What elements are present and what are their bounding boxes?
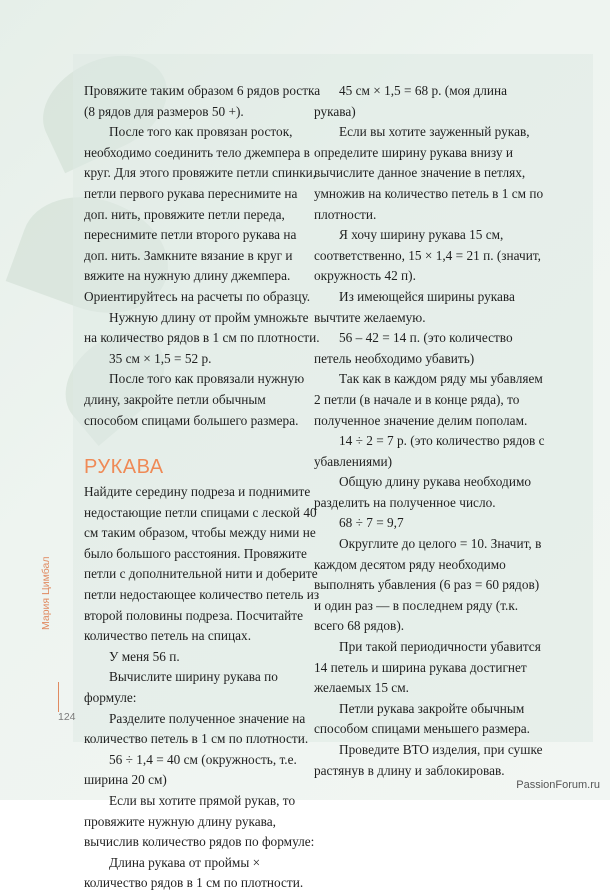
paragraph: Если вы хотите зауженный рукав, определите ширину рукава внизу и вычислите данное значение в петлях, умножив на количество петель в 1 см по плотности.	[314, 124, 544, 222]
paragraph: При такой периодичности убавится 14 петель и ширина рукава достигнет желаемых 15 см.	[314, 639, 541, 696]
paragraph: 56 – 42 = 14 п. (это количество петель необходимо убавить)	[314, 330, 513, 366]
paragraph: Длина рукава от проймы × количество рядов в 1 см по плотности.	[84, 854, 304, 891]
paragraph: 35 см × 1,5 = 52 р.	[109, 350, 212, 366]
divider	[58, 682, 59, 712]
paragraph: 45 см × 1,5 = 68 р. (моя длина рукава)	[314, 83, 507, 119]
paragraph: Разделите полученное значение на количество петель в 1 см по плотности.	[84, 710, 309, 747]
paragraph: Если вы хотите прямой рукав, то провяжите нужную длину рукава, вычислив количество рядов по формуле:	[84, 793, 315, 850]
paragraph: Провяжите таким образом 6 рядов ростка (8 рядов для размеров 50 +).	[84, 83, 321, 119]
paragraph: Найдите середину подреза и поднимите недостающие петли спицами с леской 40 см таким образом, чтобы между ними не было большого расстояния. Провяжите петли с дополнительной нити и доберите петли недостающее количество петель из второй половины подреза. Посчитайте количество петель на спицах.	[84, 484, 320, 644]
paragraph: 56 ÷ 1,4 = 40 см (окружность, т.е. ширина 20 см)	[84, 751, 297, 788]
paragraph: Из имеющейся ширины рукава вычтите желаемую.	[314, 288, 515, 325]
paragraph: У меня 56 п.	[109, 648, 180, 664]
paragraph: Так как в каждом ряду мы убавляем 2 петли (в начале и в конце ряда), то полученное значение делим пополам.	[314, 371, 543, 428]
watermark: PassionForum.ru	[516, 779, 600, 791]
paragraph: Округлите до целого = 10. Значит, в каждом десятом ряду необходимо выполнять убавления (6 раз = 60 рядов) и один раз — в последнем ряду (т.к. всего 68 рядов).	[314, 536, 542, 634]
paragraph: После того как провязан росток, необходимо соединить тело джемпера в круг. Для этого провяжите петли спинки, петли первого рукава переснимите на доп. нить, провяжите петли переда, переснимите петли второго рукава на доп. нить. Замкните вязание в круг и вяжите на нужную длину джемпера. Ориентируйтесь на расчеты по образцу.	[84, 124, 317, 304]
section-title: РУКАВА	[84, 456, 164, 479]
paragraph: Общую длину рукава необходимо разделить на полученное число.	[314, 474, 532, 510]
paragraph: Я хочу ширину рукава 15 см, соответственно, 15 × 1,4 = 21 п. (значит, окружность 42 п).	[314, 227, 541, 284]
paragraph: Проведите ВТО изделия, при сушке растянув в длину и заблокировав.	[314, 742, 543, 778]
paragraph: 68 ÷ 7 = 9,7	[339, 515, 404, 531]
page-number: 124	[58, 711, 76, 723]
author-name: Мария Цимбал	[40, 556, 52, 630]
paragraph: Петли рукава закройте обычным способом спицами меньшего размера.	[314, 700, 530, 737]
paragraph: 14 ÷ 2 = 7 р. (это количество рядов с убавлениями)	[314, 433, 545, 469]
paragraph: После того как провязали нужную длину, закройте петли обычным способом спицами большего размера.	[84, 371, 305, 428]
right-column	[314, 81, 549, 781]
paragraph: Нужную длину от пройм умножьте на количество рядов в 1 см по плотности.	[84, 309, 320, 346]
left-column	[84, 81, 321, 894]
paragraph: Вычислите ширину рукава по формуле:	[84, 669, 278, 706]
